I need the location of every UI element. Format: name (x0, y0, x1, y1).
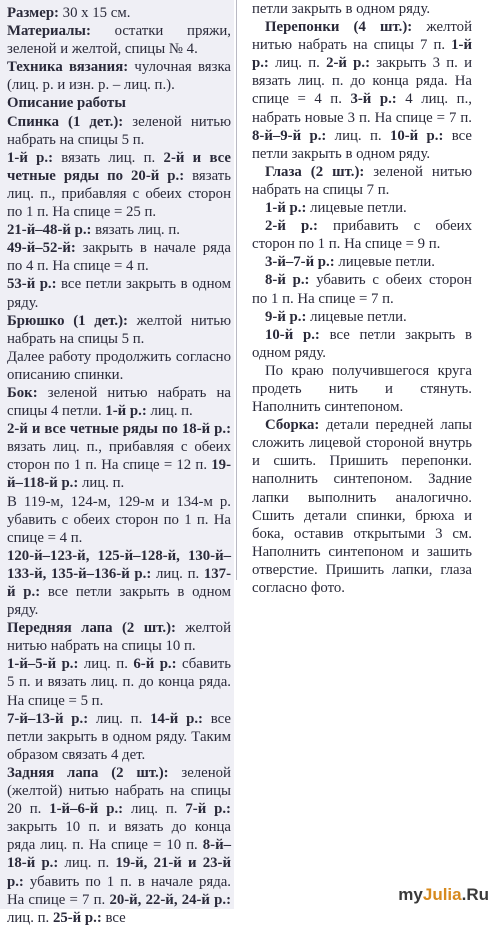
text-run: лиц. п. (151, 565, 204, 582)
text-run: все петли закрыть в одном ряду. (252, 326, 472, 361)
bold-term: 8-й–9-й р.: (252, 127, 327, 144)
bold-term: 19-й, 21-й и 23-й р.: (7, 855, 231, 890)
watermark-part-julia: Julia (422, 885, 462, 904)
bold-term: 1-й–6-й р.: (49, 801, 124, 818)
text-run: желтой нитью набрать на спицы 5 п. (7, 312, 232, 347)
text-run: лиц. п. (326, 127, 390, 144)
text-run: 4 лиц. п., набрать новые 3 п. На спице = 7 п. (252, 91, 472, 126)
text-run: закрыть 10 п. и вязать до конца ряда лиц. п. На спице = 10 п. (7, 819, 231, 854)
text-run: По краю получившегося круга продеть нить и стянуть. Наполнить синтепоном. (252, 362, 472, 416)
text-run: желтой нитью набрать на спицы 7 п. (252, 19, 472, 54)
text-run: желтой нитью набрать на спицы 10 п. (7, 620, 231, 655)
text-run: все (101, 909, 126, 926)
paragraph (252, 217, 472, 253)
bold-term: 1-й р.: (265, 200, 307, 217)
paragraph (7, 4, 231, 22)
text-run: 30 х 15 см. (58, 5, 131, 21)
paragraph (252, 271, 472, 307)
paragraph (7, 384, 231, 420)
paragraph (7, 239, 231, 275)
watermark-part-my: my (398, 885, 423, 904)
paragraph (7, 275, 231, 311)
bold-term: 3-й р.: (350, 91, 397, 108)
paragraph (7, 348, 231, 384)
bold-term: Глаза (2 шт.): (265, 163, 365, 180)
text-run: все петли закрыть в одном ряду. (252, 127, 472, 162)
paragraph (7, 764, 231, 927)
bold-term: Перепонки (4 шт.): (265, 19, 413, 36)
paragraph (7, 312, 231, 348)
bold-term: Задняя лапа (2 шт.): (7, 764, 169, 781)
text-run: вязать лиц. п. (91, 222, 180, 239)
text-run: зеленой (желтой) нитью набрать на спицы 20 п. (7, 764, 231, 818)
text-run: вязать лиц. п., прибавляя с обеих сторон по 1 п. На спице = 25 п. (7, 167, 231, 221)
bold-term: 2-й и все четные ряды по 18-й р.: (7, 421, 231, 438)
bold-term: 53-й р.: (7, 276, 57, 293)
paragraph (7, 493, 231, 547)
bold-term: Материалы: (7, 23, 91, 40)
paragraph (7, 113, 231, 149)
paragraph (252, 163, 472, 199)
bold-term: 10-й р.: (265, 326, 320, 343)
text-run: детали передней лапы сложить лицевой стороной внутрь и сшить. Пришить перепонки. наполнить синтепоном. Задние лапки выполнить аналогично. Сшить детали спинки, брюха и бока, оставив открытыми 3 см. Наполнить синтепоном и зашить отверстие. Пришить лапки, глаза согласно фото. (252, 417, 472, 596)
paragraph (7, 619, 231, 655)
paragraph (252, 326, 472, 362)
bold-term: 2-й и все четные ряды по 20-й р.: (7, 149, 231, 184)
bold-term: 20-й, 22-й, 24-й р.: (109, 891, 231, 908)
bold-term: Спинка (1 дет.): (7, 113, 124, 130)
bold-term: 120-й–123-й, 125-й–128-й, 130-й–133-й, 135-й–136-й р.: (7, 547, 231, 582)
text-run: лицевые петли. (306, 200, 407, 217)
text-run: лиц. п. (58, 855, 116, 872)
text-run: лиц. п. (78, 475, 125, 492)
text-run: лицевые петли. (306, 308, 407, 325)
paragraph (252, 199, 472, 217)
bold-term: 2-й р.: (326, 55, 371, 72)
paragraph (252, 18, 472, 163)
paragraph (7, 94, 231, 112)
text-run: закрыть 3 п. и вязать лиц. п. до конца ряда. На спице = 4 п. (252, 55, 472, 108)
text-run: лиц. п. (7, 909, 53, 926)
site-watermark (398, 885, 489, 905)
bold-term: 10-й р.: (389, 127, 444, 144)
bold-term: 25-й р.: (52, 909, 102, 926)
text-run: все петли закрыть в одном ряду. Таким образом связать 4 дет. (7, 710, 231, 763)
text-run: вязать лиц. п. (53, 149, 164, 166)
bold-term: Брюшко (1 дет.): (7, 312, 128, 329)
text-run: лиц. п. (268, 55, 327, 72)
text-run: В 119-м, 124-м, 129-м и 134-м р. убавить с обеих сторон по 1 п. На спице = 4 п. (7, 493, 231, 546)
bold-term: 7-й р.: (185, 801, 231, 818)
bold-term: Размер: (7, 5, 59, 21)
bold-term: Бок: (7, 384, 38, 401)
paragraph (7, 547, 231, 619)
text-run: зеленой нитью набрать на спицы 4 петли. (7, 384, 231, 420)
paragraph (7, 58, 231, 94)
bold-term: 7-й–13-й р.: (7, 710, 89, 727)
bold-term: 1-й–5-й р.: (7, 656, 79, 673)
paragraph (7, 22, 231, 58)
text-run: убавить с обеих сторон по 1 п. На спице = 7 п. (252, 272, 472, 307)
text-run: лиц. п. (146, 403, 193, 420)
bold-term: 3-й–7-й р.: (265, 254, 335, 271)
paragraph (252, 308, 472, 326)
text-run: закрыть в начале ряда по 4 п. На спице = 4 п. (7, 240, 231, 275)
bold-term: 9-й р.: (265, 308, 307, 325)
text-run: все петли закрыть в одном ряду. (7, 276, 231, 311)
text-run: остатки пряжи, зеленой и желтой, спицы № 4. (7, 23, 231, 58)
right-column (238, 0, 476, 597)
paragraph (7, 655, 231, 709)
bold-term: 2-й р.: (265, 218, 318, 235)
bold-term: Описание работы (7, 95, 126, 112)
text-run: лиц. п. (78, 656, 134, 673)
bold-term: 137-й р.: (7, 565, 231, 600)
text-run: зеленой нитью набрать на спицы 5 п. (7, 113, 231, 148)
text-run: петли закрыть в одном ряду. (252, 1, 431, 17)
text-run: чулочная вязка (лиц. р. и изн. р. – лиц. п.). (7, 59, 231, 94)
bold-term: 14-й р.: (150, 710, 203, 727)
bold-term: 8-й р.: (265, 272, 310, 289)
bold-term: 19-й–118-й р.: (7, 457, 231, 492)
text-run: зеленой нитью набрать на спицы 7 п. (252, 163, 473, 198)
paragraph (7, 420, 231, 492)
paragraph (252, 0, 472, 18)
text-run: лиц. п. (123, 801, 186, 818)
paragraph (252, 362, 472, 416)
text-run: вязать лиц. п., прибавляя с обеих сторон по 1 п. На спице = 12 п. (7, 439, 231, 474)
bold-term: 1-й р.: (105, 403, 147, 420)
watermark-part-ru: .Ru (461, 885, 489, 904)
paragraph (252, 253, 472, 271)
column-divider (236, 0, 237, 580)
bold-term: Техника вязания: (7, 59, 129, 76)
paragraph (7, 221, 231, 239)
text-run: Далее работу продолжить согласно описанию спинки. (7, 348, 231, 383)
text-run: убавить по 1 п. в начале ряда. На спице = 7 п. (7, 873, 231, 908)
text-run: все петли закрыть в одном ряду. (7, 584, 231, 619)
bold-term: 1-й р.: (7, 149, 53, 166)
bold-term: 21-й–48-й р.: (7, 222, 92, 239)
paragraph (252, 416, 472, 597)
text-run: лицевые петли. (334, 254, 435, 271)
bold-term: 8-й–18-й р.: (7, 837, 231, 872)
paragraph (7, 710, 231, 764)
text-run: лиц. п. (88, 710, 151, 727)
bold-term: 49-й–52-й: (7, 240, 76, 257)
bold-term: Сборка: (265, 417, 320, 434)
bold-term: 6-й р.: (133, 656, 177, 673)
text-run: прибавить с обеих сторон по 1 п. На спице = 9 п. (252, 218, 472, 253)
paragraph (7, 149, 231, 221)
text-run: сбавить 5 п. и вязать лиц. п. до конца ряда. На спице = 5 п. (7, 656, 231, 709)
bold-term: Передняя лапа (2 шт.): (7, 620, 176, 637)
left-column (0, 0, 234, 926)
bold-term: 1-й р.: (252, 37, 472, 72)
